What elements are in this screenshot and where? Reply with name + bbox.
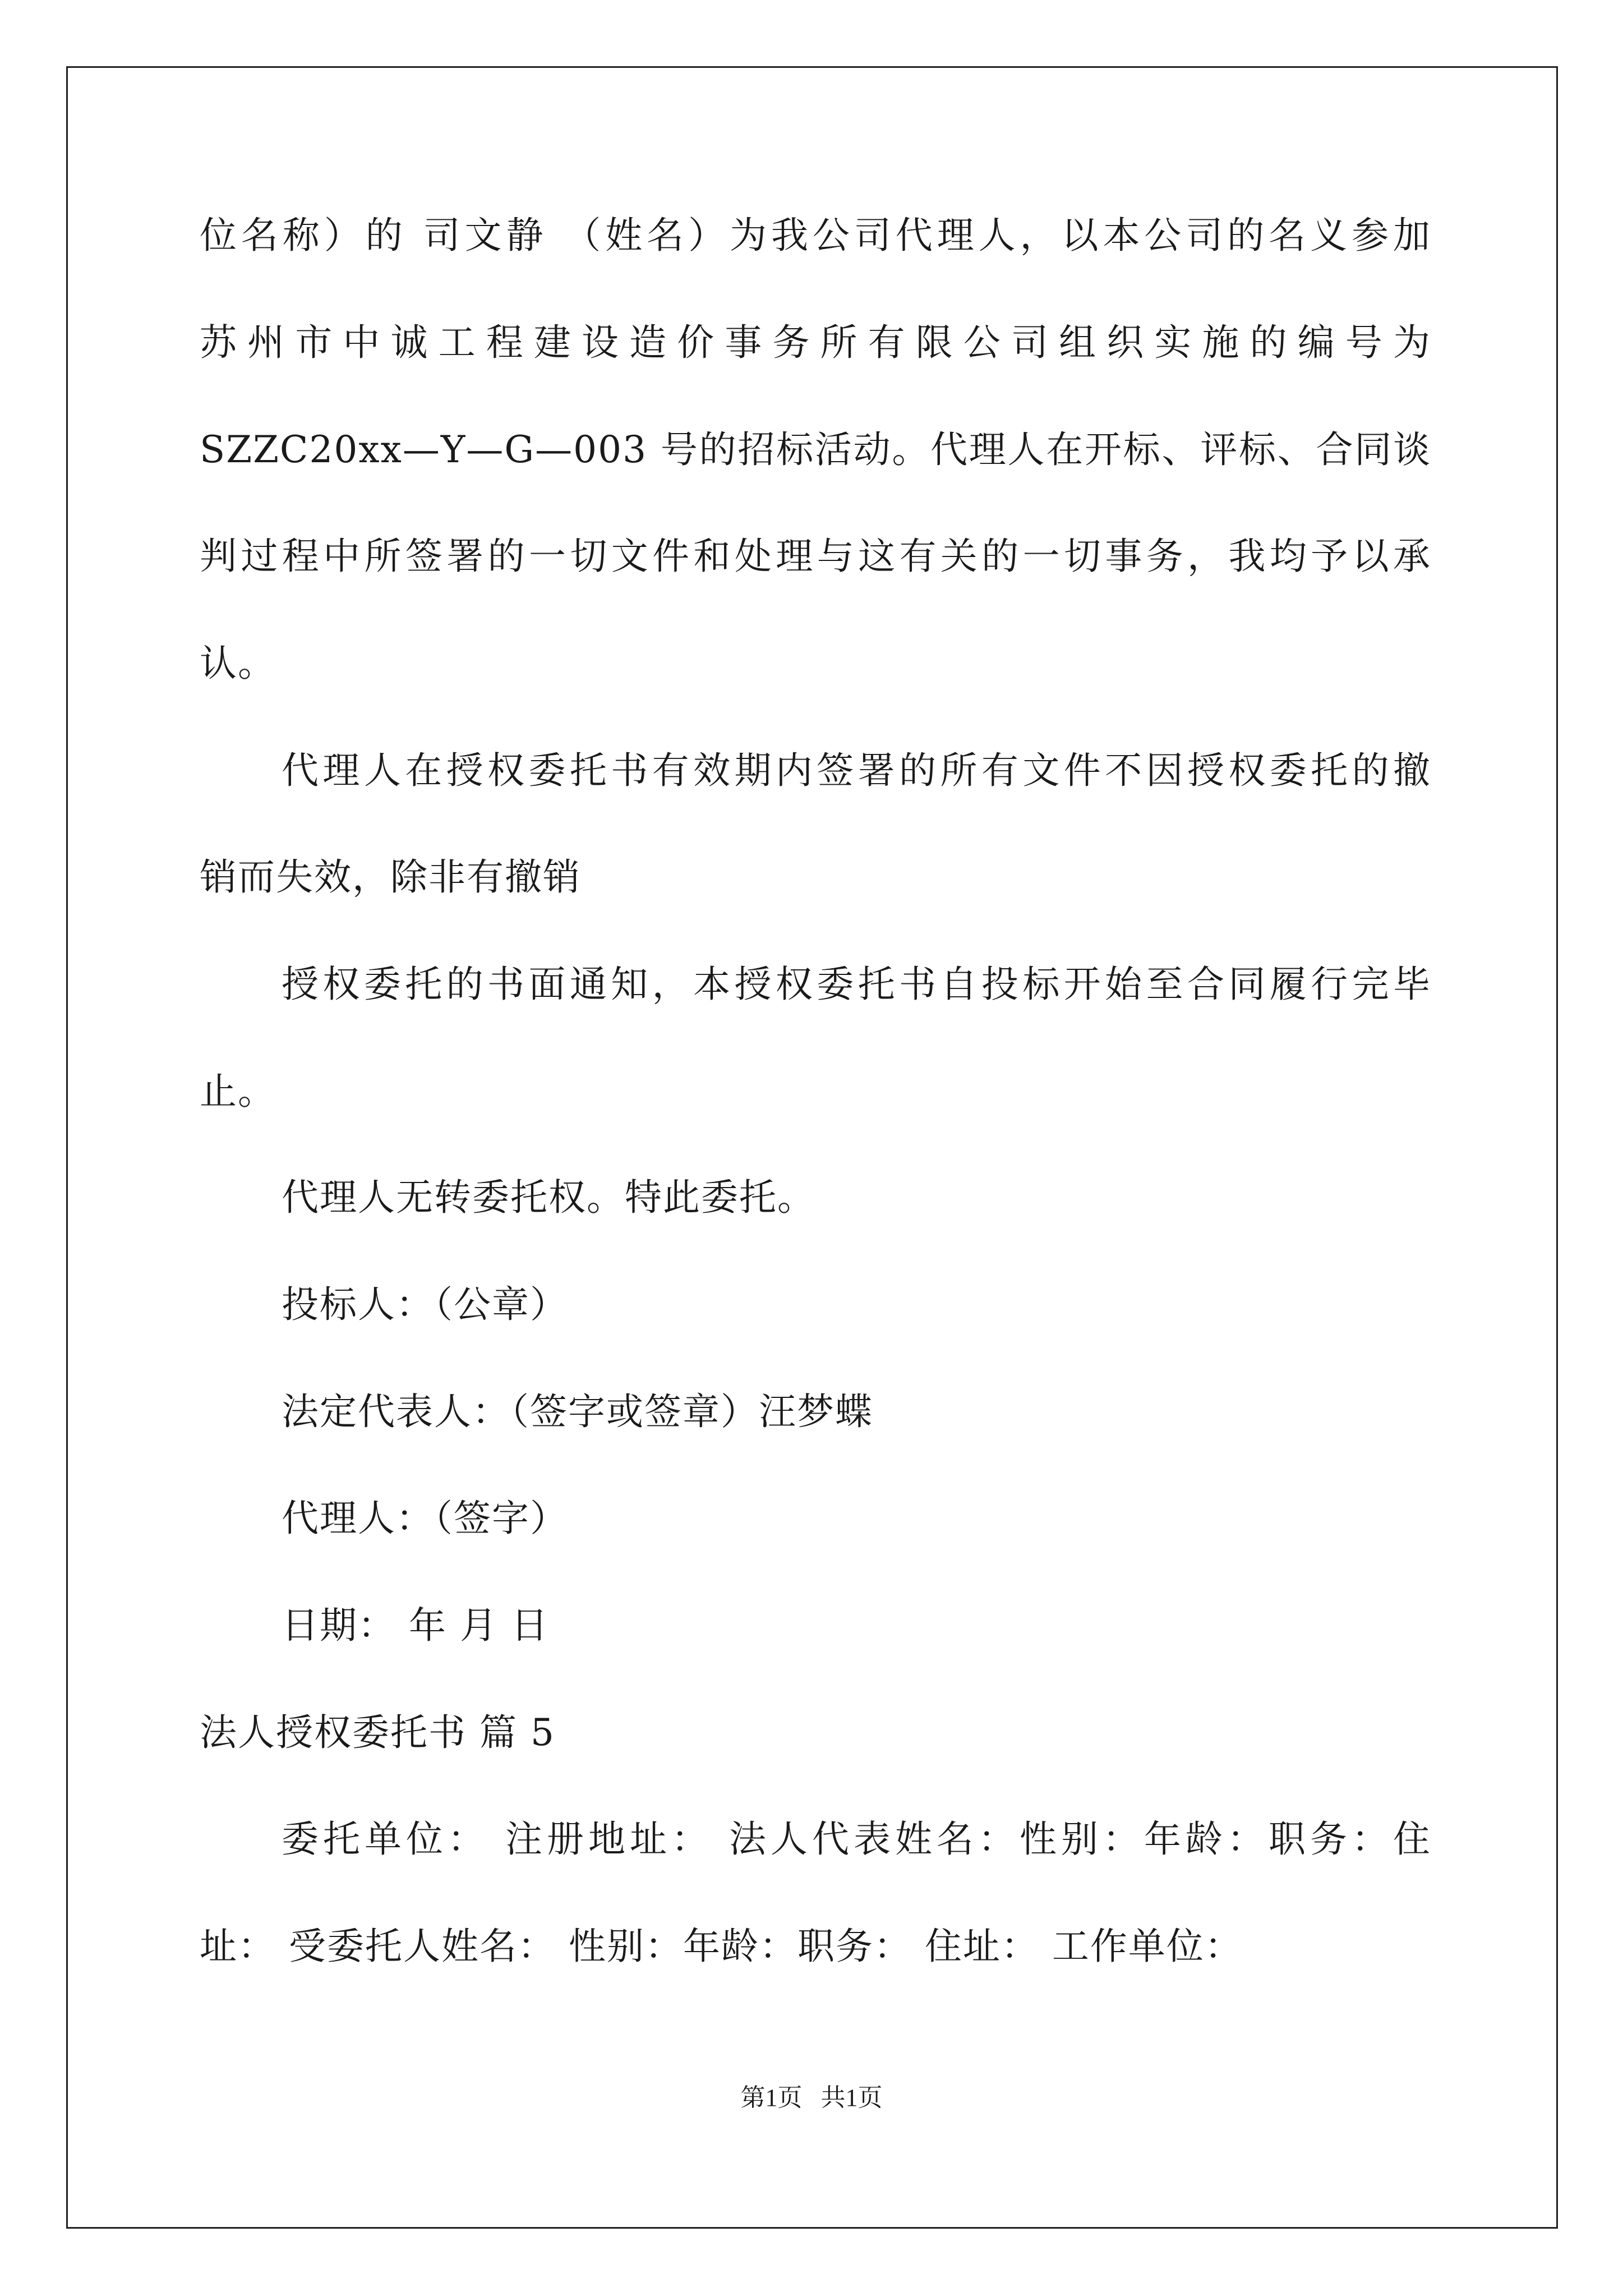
signature-date: 日期： 年 月 日 (282, 1604, 549, 1647)
body-line-16: 委托单位： 注册地址： 法人代表姓名：性别：年龄：职务：住 (282, 1818, 1431, 1861)
signature-agent: 代理人：（签字） (282, 1497, 568, 1540)
body-line-10: 代理人无转委托权。特此委托。 (282, 1176, 815, 1219)
body-line-1: 位名称）的 司文静 （姓名）为我公司代理人，以本公司的名义参加 (200, 214, 1431, 257)
body-line-7: 销而失效，除非有撤销 (200, 855, 581, 899)
body-line-5: 认。 (200, 642, 276, 685)
body-line-17: 址： 受委托人姓名： 性别：年龄：职务： 住址： 工作单位： (200, 1925, 1243, 1968)
body-line-9: 止。 (200, 1070, 276, 1113)
body-line-6: 代理人在授权委托书有效期内签署的所有文件不因授权委托的撤 (282, 749, 1431, 792)
signature-legal-rep: 法定代表人：（签字或签章）汪梦蝶 (282, 1390, 873, 1433)
section-heading: 法人授权委托书 篇 5 (200, 1711, 555, 1754)
body-line-8: 授权委托的书面通知，本授权委托书自投标开始至合同履行完毕 (282, 963, 1431, 1006)
body-line-3: SZZC20xx—Y—G—003 号的招标活动。代理人在开标、评标、合同谈 (200, 428, 1431, 471)
page-border (66, 66, 1558, 2229)
signature-bidder: 投标人：（公章） (282, 1283, 568, 1326)
body-line-2: 苏州市中诚工程建设造价事务所有限公司组织实施的编号为 (200, 321, 1431, 364)
page-footer: 第1页 共1页 (740, 2084, 883, 2111)
body-line-4: 判过程中所签署的一切文件和处理与这有关的一切事务，我均予以承 (200, 535, 1431, 578)
